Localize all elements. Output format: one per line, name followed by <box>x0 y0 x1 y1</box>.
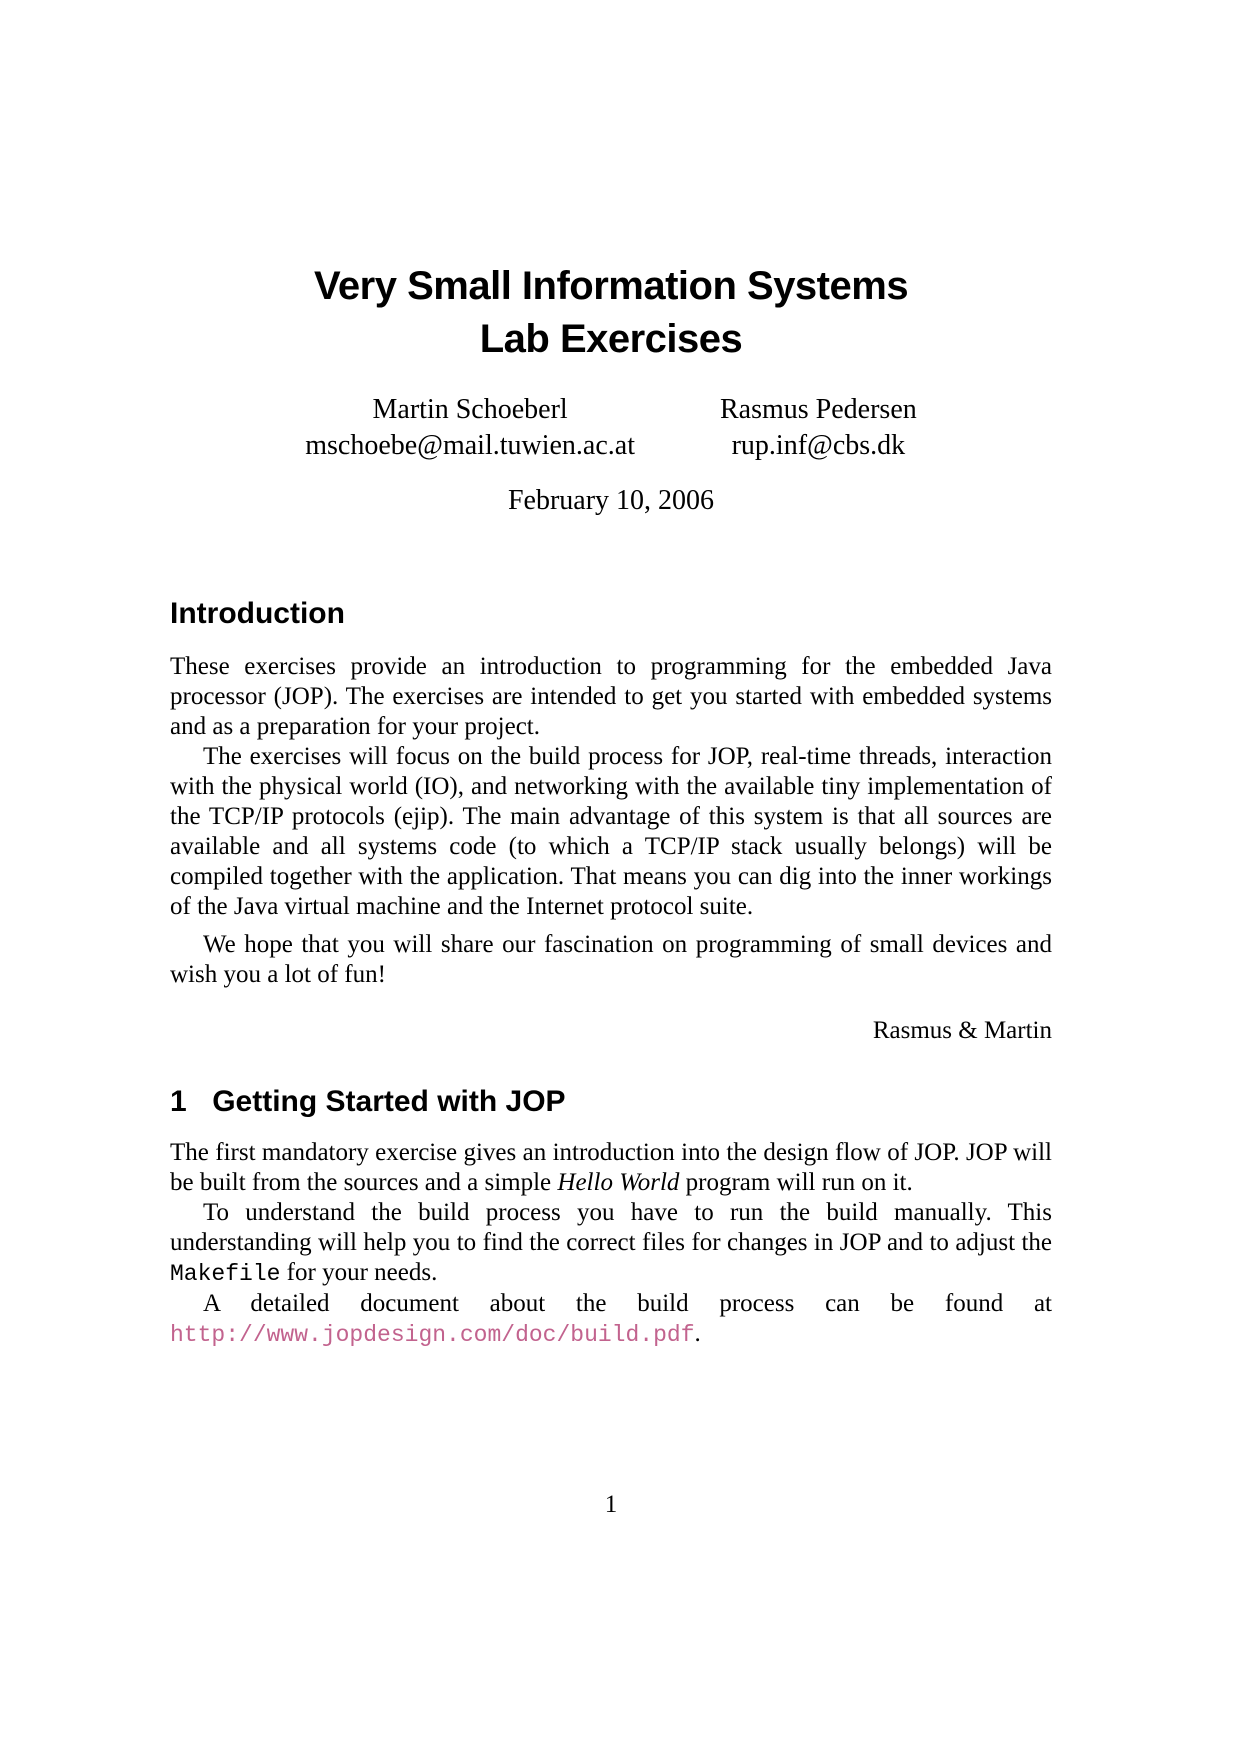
section-title: Getting Started with JOP <box>212 1085 566 1118</box>
intro-paragraph-2 <box>170 742 1052 922</box>
author-2 <box>720 392 917 464</box>
author-1-name: Martin Schoeberl <box>372 394 568 425</box>
text-segment: . <box>694 1320 701 1347</box>
author-1-email: mschoebe@mail.tuwien.ac.at <box>305 430 635 461</box>
text-segment: program will run on it. <box>679 1169 913 1196</box>
text-segment: These exercises provide an introduction to programming for the embedded Java processor (JOP). The exercises are intended to get you started with embedded systems and as a preparation for your project. <box>170 653 1052 740</box>
title-line-1: Very Small Information Systems <box>313 264 909 308</box>
author-block <box>170 392 1052 464</box>
author-2-email: rup.inf@cbs.dk <box>731 430 906 461</box>
url-link[interactable]: doc/build.pdf <box>515 1322 695 1348</box>
title-line-2: Lab Exercises <box>479 317 743 361</box>
text-segment: A detailed document about the build process can be found at <box>203 1290 1052 1317</box>
author-2-name: Rasmus Pedersen <box>720 394 917 425</box>
signature: Rasmus & Martin <box>872 1017 1052 1044</box>
author-1 <box>305 392 635 464</box>
intro-paragraph-1 <box>170 652 1052 742</box>
text-column <box>170 260 1052 1350</box>
section-number: 1 <box>170 1085 187 1118</box>
section-heading-1 <box>170 1082 1052 1122</box>
document-date: February 10, 2006 <box>507 485 715 516</box>
text-segment: Hello World <box>557 1169 680 1196</box>
section1-paragraph-3 <box>170 1289 1052 1350</box>
text-segment: The first mandatory exercise gives an introduction into the design flow of JOP. JOP will be built from the sources and a simple <box>170 1139 1052 1196</box>
section1-paragraph-2 <box>170 1198 1052 1289</box>
section-heading-introduction: Introduction <box>170 597 345 630</box>
text-segment: for your needs. <box>280 1259 438 1286</box>
intro-paragraph-3 <box>170 930 1052 990</box>
page-number: 1 <box>604 1491 618 1518</box>
url-link[interactable]: http://www.jopdesign.com/ <box>170 1322 516 1348</box>
text-segment: We hope that you will share our fascination on programming of small devices and wish you a lot of fun! <box>170 931 1052 988</box>
text-segment: Makefile <box>170 1261 281 1287</box>
text-segment: To understand the build process you have to run the build manually. This understanding will help you to find the correct files for changes in JOP and to adjust the <box>170 1199 1052 1256</box>
document-title <box>170 260 1052 366</box>
text-segment: The exercises will focus on the build process for JOP, real-time threads, interaction with the physical world (IO), and networking with the available tiny implementation of the TCP/IP protocols (ejip). The main advantage of this system is that all sources are available and all systems code (to which a TCP/IP stack usually belongs) will be compiled together with the application. That means you can dig into the inner workings of the Java virtual machine and the Internet protocol suite. <box>170 743 1052 920</box>
section1-paragraph-1 <box>170 1138 1052 1198</box>
